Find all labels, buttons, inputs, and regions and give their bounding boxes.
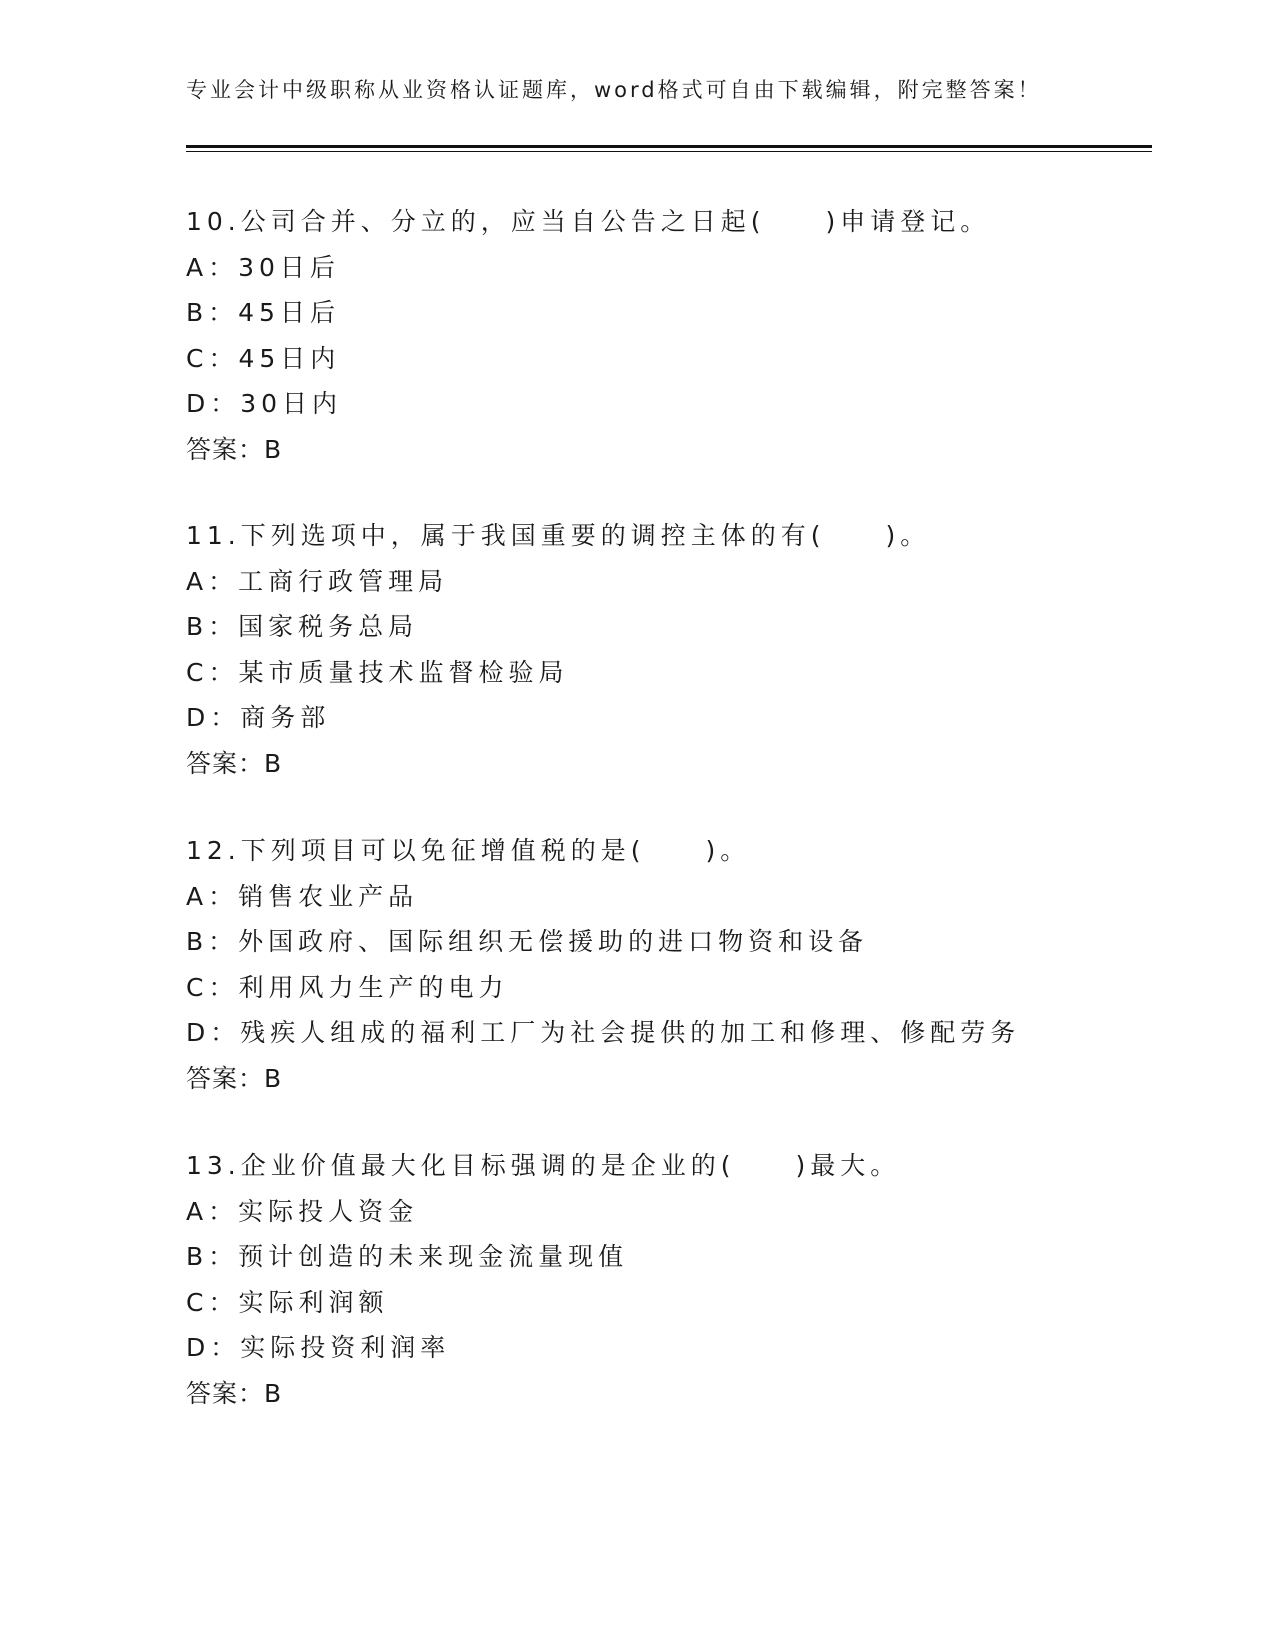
option-d: D：商务部 (186, 703, 331, 733)
option-a: A：30日后 (186, 252, 340, 282)
answer: 答案：B (186, 1063, 283, 1093)
option-c: C：某市质量技术监督检验局 (186, 657, 569, 687)
option-c: C：实际利润额 (186, 1287, 389, 1317)
option-a: A：工商行政管理局 (186, 566, 449, 596)
header-text: 专业会计中级职称从业资格认证题库，word格式可自由下载编辑，附完整答案！ (186, 78, 1042, 102)
header-rule-thin (186, 151, 1152, 152)
question-11 (186, 513, 1186, 787)
option-d: D：30日内 (186, 389, 343, 419)
question-13 (186, 1143, 1186, 1417)
option-b: B：国家税务总局 (186, 612, 419, 642)
option-c: C：利用风力生产的电力 (186, 972, 509, 1002)
answer: 答案：B (186, 1378, 283, 1408)
question-stem: 11.下列选项中，属于我国重要的调控主体的有( )。 (186, 521, 931, 550)
question-stem: 12.下列项目可以免征增值税的是( )。 (186, 836, 751, 865)
option-a: A：销售农业产品 (186, 881, 419, 911)
question-stem: 13.企业价值最大化目标强调的是企业的( )最大。 (186, 1151, 901, 1180)
option-b: B：预计创造的未来现金流量现值 (186, 1242, 629, 1272)
answer: 答案：B (186, 748, 283, 778)
header-rule-thick (186, 145, 1152, 148)
question-12 (186, 828, 1186, 1102)
option-d: D：残疾人组成的福利工厂为社会提供的加工和修理、修配劳务 (186, 1018, 1021, 1048)
option-b: B：外国政府、国际组织无偿援助的进口物资和设备 (186, 927, 869, 957)
option-c: C：45日内 (186, 343, 341, 373)
question-10 (186, 199, 1186, 473)
option-a: A：实际投人资金 (186, 1196, 419, 1226)
answer: 答案：B (186, 434, 283, 464)
option-b: B：45日后 (186, 298, 340, 328)
question-stem: 10.公司合并、分立的，应当自公告之日起( )申请登记。 (186, 207, 991, 236)
option-d: D：实际投资利润率 (186, 1333, 451, 1363)
